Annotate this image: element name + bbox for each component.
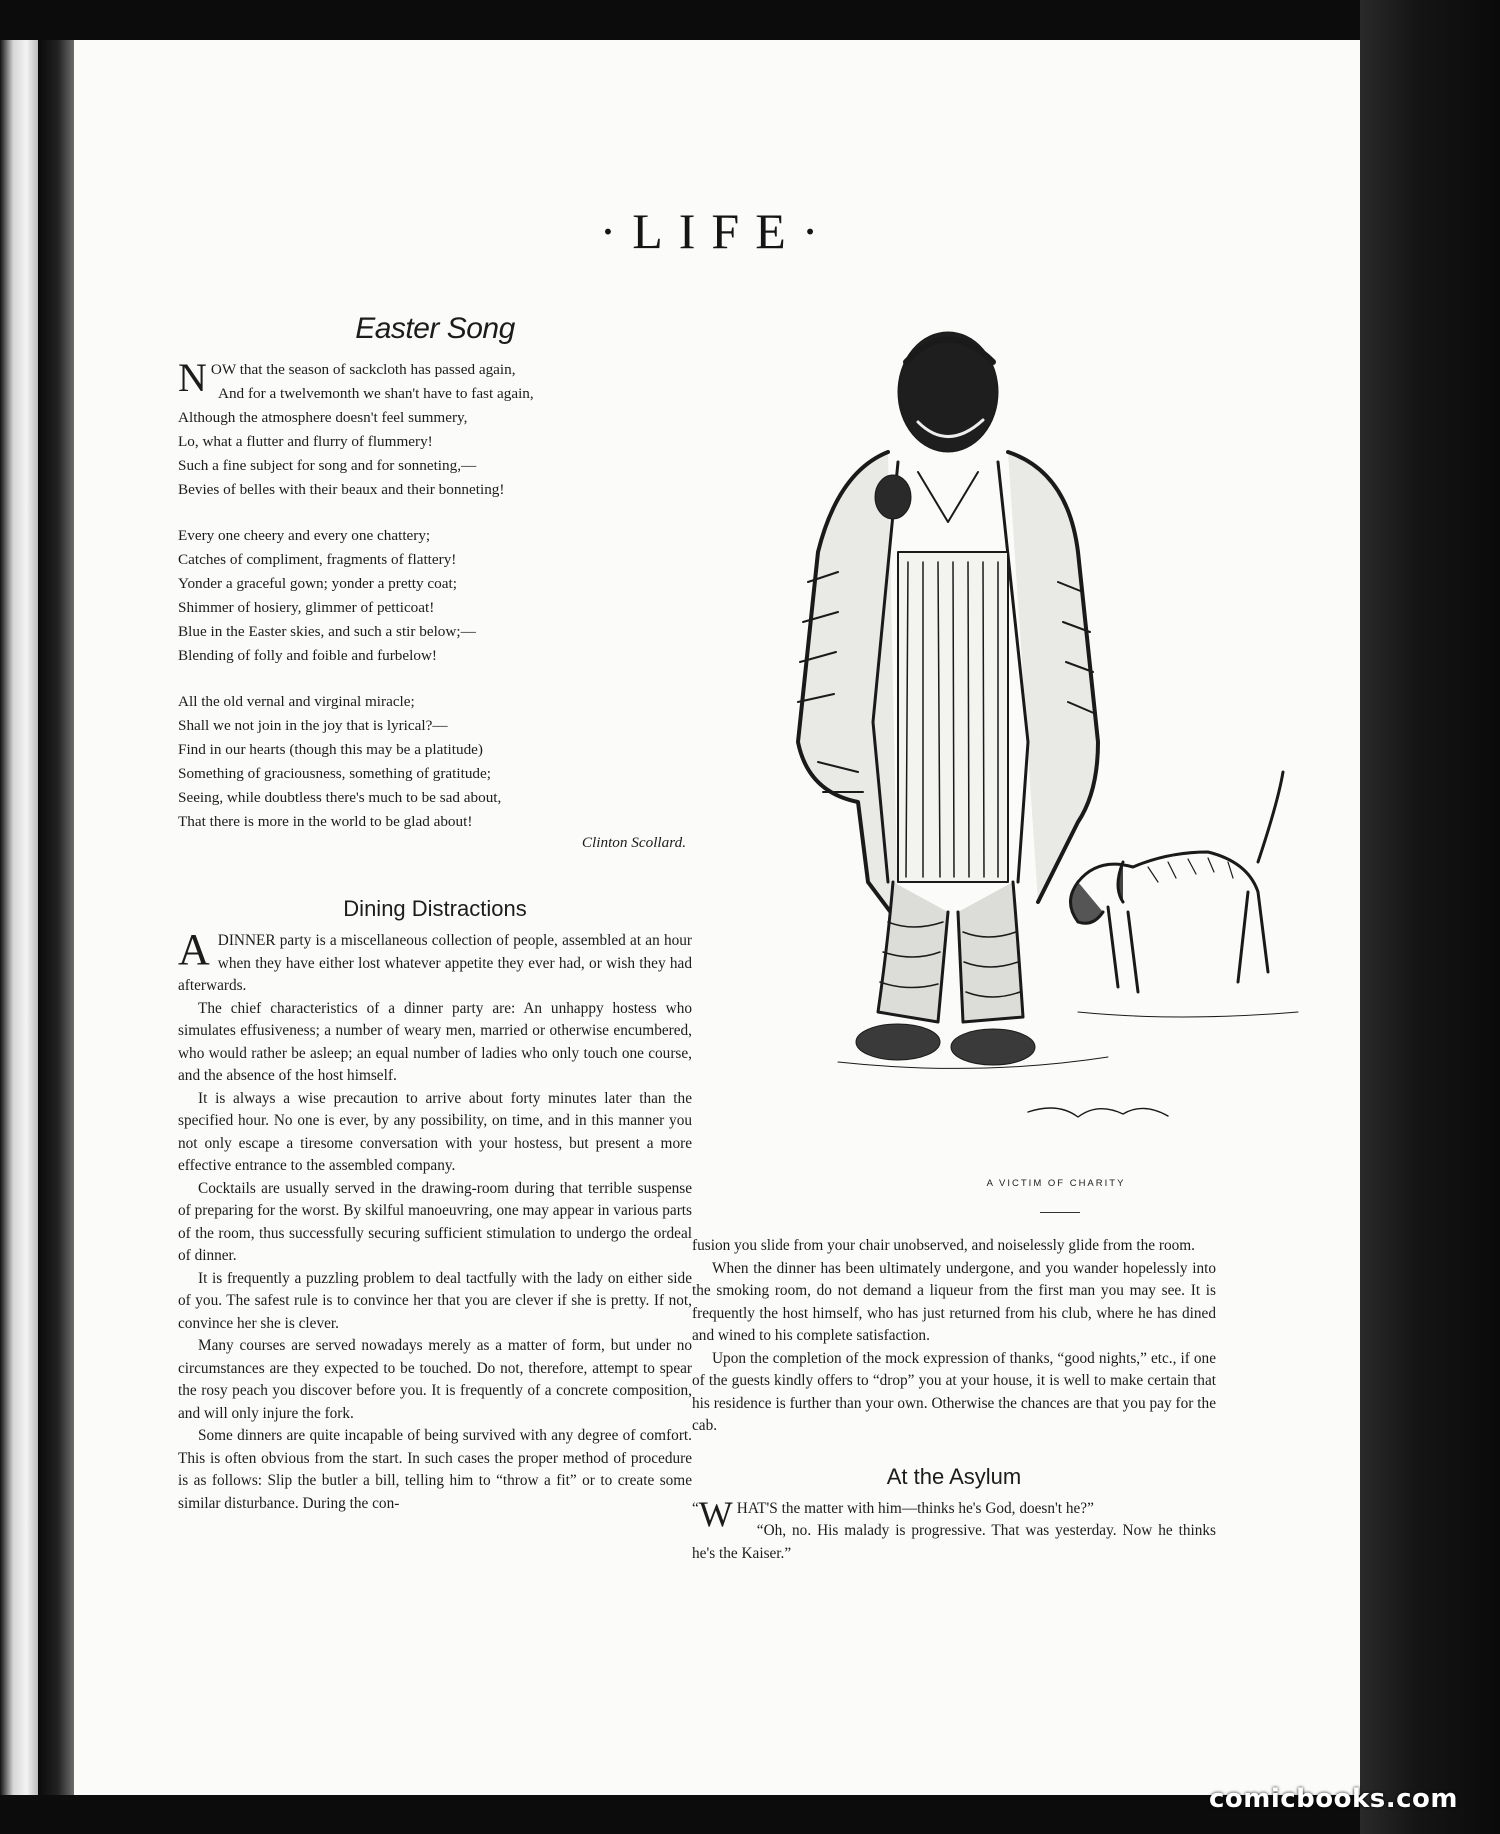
magazine-page: [74, 40, 1360, 1795]
poem-line: Lo, what a flutter and flurry of flummery!: [178, 433, 433, 450]
poem-line: That there is more in the world to be glad about!: [178, 813, 473, 830]
poem-line: Every one cheery and every one chattery;: [178, 527, 431, 544]
poem-line: Although the atmosphere doesn't feel summery,: [178, 409, 468, 426]
poem-stanza: [178, 690, 692, 834]
quote-mark: “: [692, 1499, 699, 1517]
watermark: comicbooks.com: [1208, 1784, 1458, 1814]
article-paragraph: [692, 1493, 1216, 1534]
poem-title: Easter Song: [355, 312, 515, 345]
asylum-article: [692, 1493, 1216, 1566]
article-paragraph: “Oh, no. His malady is progressive. That was yesterday. Now he thinks he's the Kaiser.”: [692, 1522, 1216, 1562]
poem-line: Such a fine subject for song and for sonneting,—: [178, 457, 477, 474]
poem-dropcap: N: [178, 355, 207, 400]
poem-line: Find in our hearts (though this may be a platitude): [178, 741, 483, 758]
poem-stanza: [178, 355, 692, 502]
right-column: [692, 1235, 1216, 1565]
poem-stanza: [178, 524, 692, 668]
adjacent-page-edge: [0, 40, 38, 1795]
dining-dropcap: A: [178, 925, 210, 974]
poem-line: Shimmer of hosiery, glimmer of petticoat!: [178, 599, 435, 616]
dining-title: Dining Distractions: [343, 896, 527, 921]
dining-article-continued: [692, 1235, 1216, 1438]
poem-line: And for a twelvemonth we shan't have to fast again,: [218, 385, 534, 402]
poem-line: Something of graciousness, something of gratitude;: [178, 765, 491, 782]
article-paragraph: Cocktails are usually served in the drawing-room during that terrible suspense of preparing for the worst. By skilful manoeuvring, one may appear in various parts of the room, thus successfully securing sufficient stimulation to undergo the ordeal of dinner.: [178, 1179, 692, 1264]
poem-line: Bevies of belles with their beaux and their bonneting!: [178, 481, 505, 498]
scan-border: [1360, 0, 1500, 1834]
dining-article: [178, 925, 692, 1515]
article-paragraph: Many courses are served nowadays merely as a matter of form, but under no circumstances are they expected to be touched. Do not, therefore, attempt to spear the rosy peach you discover before you. It is frequently of a concrete composition, and will only injure the fork.: [178, 1337, 692, 1422]
poem-line: Catches of compliment, fragments of flattery!: [178, 551, 457, 568]
masthead: ·LIFE·: [599, 203, 835, 259]
book-gutter: [38, 40, 74, 1795]
caption-divider: [1040, 1212, 1080, 1213]
article-paragraph: Some dinners are quite incapable of being survived with any degree of comfort. This is often obvious from the start. In such cases the proper method of procedure is as follows: Slip the butler a bill, telling him to “throw a fit” or to create some similar disturbance. During the con-: [178, 1427, 692, 1512]
poem-line: Blue in the Easter skies, and such a stir below;—: [178, 623, 476, 640]
paragraph-text: HAT'S the matter with him—thinks he's God, doesn't he?”: [736, 1499, 1094, 1517]
article-paragraph: It is always a wise precaution to arrive about forty minutes later than the specified hour. No one is ever, by any possibility, on time, and in this manner you not only escape a tiresome conversation with your hostess, but present a more effective entrance to the assembled company.: [178, 1089, 692, 1174]
article-paragraph: [178, 925, 692, 998]
poem-line: Seeing, while doubtless there's much to be sad about,: [178, 789, 502, 806]
poem: [178, 355, 692, 834]
left-column: [178, 312, 692, 1515]
illustration-caption: A VICTIM OF CHARITY: [986, 1178, 1126, 1189]
article-paragraph: fusion you slide from your chair unobserved, and noiselessly glide from the room.: [692, 1237, 1195, 1254]
illustration-boy-and-dog: [778, 322, 1334, 1142]
poem-line: Yonder a graceful gown; yonder a pretty coat;: [178, 575, 457, 592]
paragraph-text: DINNER party is a miscellaneous collection of people, assembled at an hour when they have either lost whatever appetite they ever had, or wish they had afterwards.: [178, 932, 692, 994]
article-paragraph: It is frequently a puzzling problem to deal tactfully with the lady on either side of you. The safest rule is to convince her that you are clever if she is pretty. If not, convince her she is clever.: [178, 1269, 692, 1332]
poem-line: Shall we not join in the joy that is lyrical?—: [178, 717, 448, 734]
asylum-title: At the Asylum: [886, 1463, 1022, 1489]
article-paragraph: When the dinner has been ultimately undergone, and you wander hopelessly into the smoking room, do not demand a liqueur from the first man you may see. It is frequently the host himself, who has just returned from his club, where he has dined and wined to his complete satisfaction.: [692, 1259, 1216, 1344]
poem-line: Blending of folly and foible and furbelow!: [178, 647, 437, 664]
asylum-dropcap: W: [698, 1493, 733, 1534]
article-paragraph: Upon the completion of the mock expression of thanks, “good nights,” etc., if one of the guests kindly offers to “drop” you at your house, it is well to make certain that his residence is further than your own. Otherwise the chances are that you pay for the cab.: [692, 1349, 1216, 1434]
poem-line: All the old vernal and virginal miracle;: [178, 693, 415, 710]
poem-author: Clinton Scollard.: [581, 834, 686, 851]
poem-line: OW that the season of sackcloth has passed again,: [210, 361, 516, 378]
article-paragraph: The chief characteristics of a dinner party are: An unhappy hostess who simulates effusiveness; a number of weary men, married or otherwise encumbered, who would rather be asleep; an equal number of ladies who only touch one course, and the absence of the host himself.: [178, 999, 692, 1084]
